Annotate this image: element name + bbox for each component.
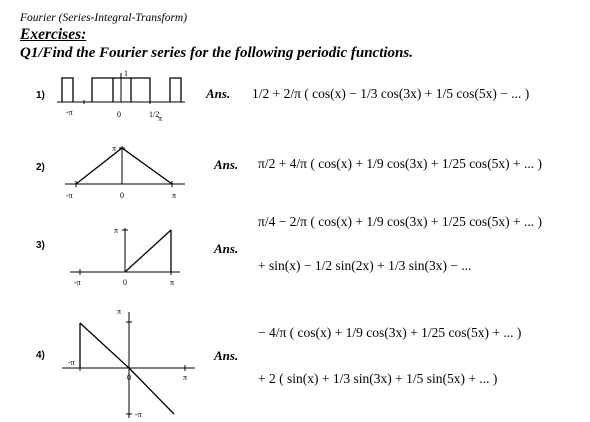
graph-2 — [65, 146, 185, 187]
answer-3-line-1: π/4 − 2/π ( cos(x) + 1/9 cos(3x) + 1/25 cos(5x) + ... ) — [258, 214, 543, 229]
exercise-number-1: 1) — [36, 90, 45, 101]
answer-4-line-2: + 2 ( sin(x) + 1/3 sin(3x) + 1/5 sin(5x) + ... ) — [258, 371, 498, 386]
graph-3 — [70, 228, 180, 275]
g1-label-half: 1/2 — [149, 110, 160, 119]
answer-label-4: Ans. — [214, 348, 239, 363]
g2-label-zero: 0 — [120, 191, 124, 200]
answer-3-line-2: + sin(x) − 1/2 sin(2x) + 1/3 sin(3x) − ... — [258, 258, 472, 273]
g4-label-left: -π — [68, 358, 75, 367]
exercise-number-2: 2) — [36, 162, 45, 173]
g2-label-right: π — [172, 191, 177, 200]
question-heading: Q1/Find the Fourier series for the following periodic functions. — [20, 45, 413, 61]
answer-1: 1/2 + 2/π ( cos(x) − 1/3 cos(3x) + 1/5 cos(5x) − ... ) — [252, 86, 530, 101]
g3-label-top: π — [114, 226, 119, 235]
g1-label-zero: 0 — [117, 110, 121, 119]
answer-2: π/2 + 4/π ( cos(x) + 1/9 cos(3x) + 1/25 cos(5x) + ... ) — [258, 156, 543, 171]
answer-4-line-1: − 4/π ( cos(x) + 1/9 cos(3x) + 1/25 cos(5x) + ... ) — [258, 325, 522, 340]
g1-label-top: 1 — [124, 69, 128, 78]
exercises-heading: Exercises: — [20, 26, 87, 43]
g3-label-left: -π — [74, 278, 81, 287]
exercise-number-4: 4) — [36, 350, 45, 361]
g4-label-top: π — [117, 307, 122, 316]
graph-4 — [62, 312, 195, 418]
g4-label-bottom: -π — [135, 410, 142, 419]
g3-label-zero: 0 — [123, 278, 127, 287]
exercise-number-3: 3) — [36, 240, 45, 251]
g1-label-left: -π — [66, 108, 73, 117]
document-subtitle: Fourier (Series-Integral-Transform) — [20, 12, 188, 24]
g2-label-top: π — [112, 144, 117, 153]
answer-label-1: Ans. — [206, 86, 231, 101]
graph-1 — [57, 73, 185, 104]
answer-label-2: Ans. — [214, 157, 239, 172]
g1-label-right: π — [158, 114, 163, 123]
g4-label-zero: 0 — [127, 373, 131, 382]
g2-label-left: -π — [66, 191, 73, 200]
answer-label-3: Ans. — [214, 241, 239, 256]
g3-label-right: π — [170, 278, 175, 287]
g4-label-right: π — [183, 373, 188, 382]
